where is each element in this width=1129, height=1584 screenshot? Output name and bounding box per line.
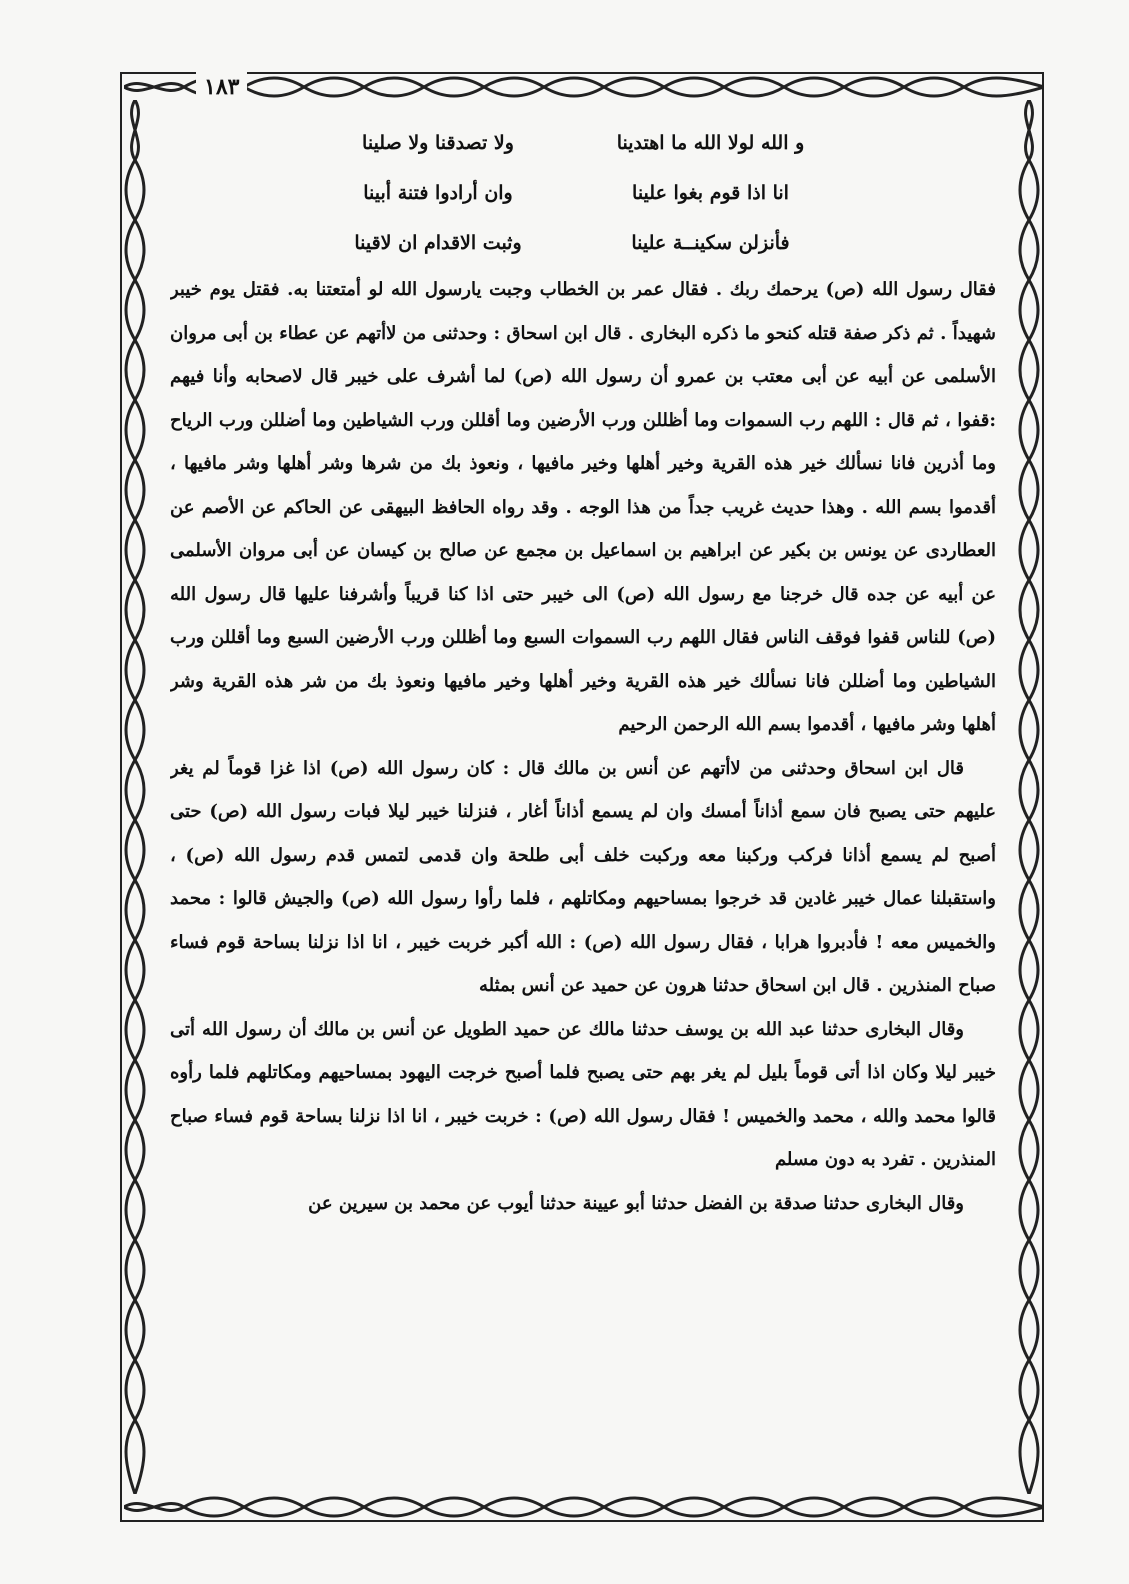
paragraph-text: فقال رسول الله (ص) يرحمك ربك . فقال عمر بن الخطاب وجبت يارسول الله لو أمتعتنا به. فقتل يوم خيبر شهيداً . ثم ذكر صفة قتله كنحو ما ذكره البخارى . قال ابن اسحاق : وحدثنى من لاأتهم عن عطاء بن أبى مروان الأسلمى عن أبيه عن أبى معتب بن عمرو أن رسول الله (ص) لما أشرف على خيبر قال لاصحابه وأنا فيهم :قفوا ، ثم قال : اللهم رب السموات وما أظللن ورب الأرضين وما أقللن ورب الشياطين وما أضللن ورب الرياح وما أذرين فانا نسألك خير هذه القرية وخير أهلها وخير مافيها ، ونعوذ بك من شرها وشر أهلها وشر مافيها ، أقدموا بسم الله . وهذا حديث غريب جداً من هذا الوجه . وقد رواه الحافظ البيهقى عن الحاكم عن الأصم عن العطاردى عن يونس بن بكير عن ابراهيم بن اسماعيل بن مجمع عن صالح بن كيسان عن أبى مروان الأسلمى عن أبيه عن جده قال خرجنا مع رسول الله (ص) الى خيبر حتى اذا كنا قريباً وأشرفنا عليها قال رسول الله (ص) للناس قفوا فوقف الناس فقال اللهم رب السموات السبع وما أظللن ورب الأرضين السبع وما أقللن ورب الشياطين وما أضللن فانا نسألك خير هذه القرية وخير أهلها وخير مافيها ونعوذ بك من شر هذه القرية وشر أهلها وشر مافيها ، أقدموا بسم الله الرحمن الرحيم [170,279,996,735]
verse-line [170,218,996,268]
verse-first-hemistich: فأنزلن سكينــة علينا [631,232,790,254]
paragraph-text: وقال البخارى حدثنا عبد الله بن يوسف حدثنا مالك عن حميد الطويل عن أنس بن مالك أن رسول الله أتى خيبر ليلا وكان اذا أتى قوماً بليل لم يغر بهم حتى يصبح فلما أصبح خرجت اليهود بمساحيهم ومكاتلهم فلما رأوه قالوا محمد والله ، محمد والخميس ! فقال رسول الله (ص) : خربت خيبر ، انا اذا نزلنا بساحة قوم فساء صباح المنذرين . تفرد به دون مسلم [170,1018,996,1170]
ornamental-border-bottom [124,1492,1044,1522]
page-number: ١٨٣ [196,72,247,102]
ornamental-border-top [124,72,1044,102]
verse-first-hemistich: و الله لولا الله ما اهتدينا [616,132,805,154]
verse-line [170,168,996,218]
verse-second-hemistich: وان أرادوا فتنة أبينا [363,182,513,204]
document-body [170,118,996,1482]
paragraph-text: وقال البخارى حدثنا صدقة بن الفضل حدثنا أبو عيينة حدثنا أيوب عن محمد بن سيرين عن [308,1192,964,1214]
verse-line [170,118,996,168]
poem [170,118,996,268]
ornamental-border-left [120,100,150,1494]
ornamental-border-right [1014,100,1044,1494]
verse-second-hemistich: وثبت الاقدام ان لاقينا [354,232,522,254]
verse-first-hemistich: انا اذا قوم بغوا علينا [632,182,789,204]
verse-second-hemistich: ولا تصدقنا ولا صلينا [362,132,514,154]
paragraph-text: قال ابن اسحاق وحدثنى من لاأتهم عن أنس بن مالك قال : كان رسول الله (ص) اذا غزا قوماً لم يغر عليهم حتى يصبح فان سمع أذاناً أمسك وان لم يسمع أذاناً أغار ، فنزلنا خيبر ليلا فبات رسول الله (ص) حتى أصبح لم يسمع أذانا فركب وركبنا معه وركبت خلف أبى طلحة وان قدمى لتمس قدم رسول الله (ص) ، واستقبلنا عمال خيبر غادين قد خرجوا بمساحيهم ومكاتلهم ، فلما رأوا رسول الله (ص) والجيش قالوا : محمد والخميس معه ! فأدبروا هرابا ، فقال رسول الله (ص) : الله أكبر خربت خيبر ، انا اذا نزلنا بساحة قوم فساء صباح المنذرين . قال ابن اسحاق حدثنا هرون عن حميد عن أنس بمثله [170,757,996,996]
